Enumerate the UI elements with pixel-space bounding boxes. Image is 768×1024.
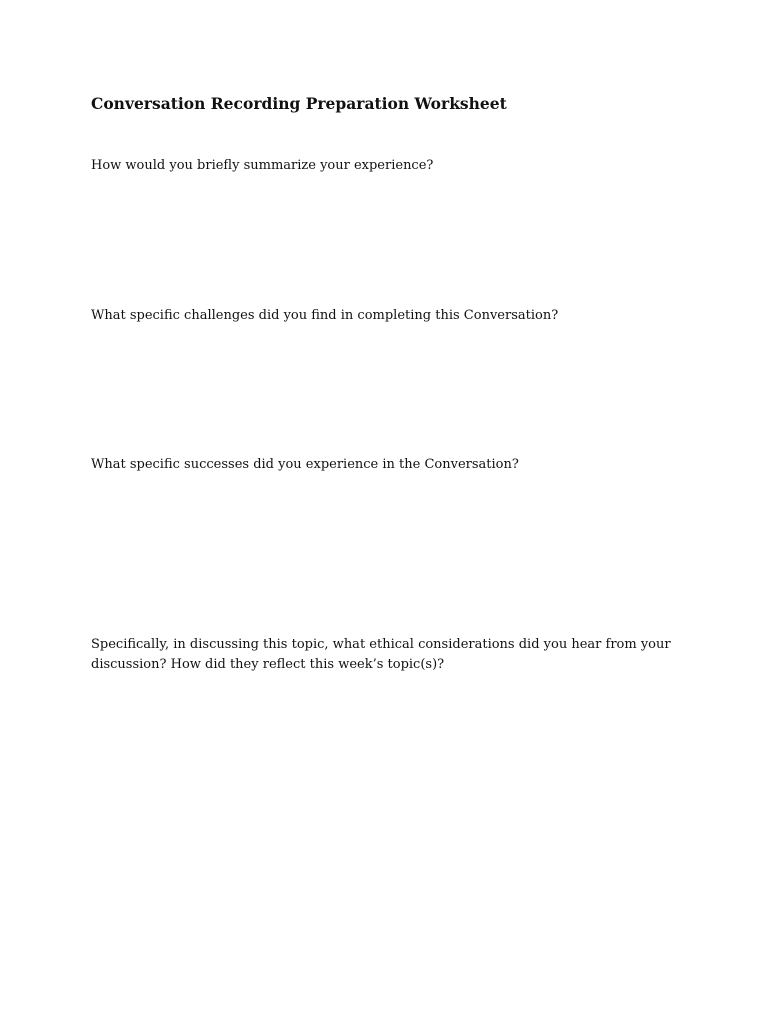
- question-ethical-considerations: Specifically, in discussing this topic, what ethical considerations did you hear from your discussion? How did they reflect this week’s topic(s)?: [91, 637, 671, 672]
- question-summary: How would you briefly summarize your experience?: [91, 158, 434, 173]
- worksheet-title: Conversation Recording Preparation Worksheet: [91, 94, 507, 113]
- question-challenges: What specific challenges did you find in completing this Conversation?: [91, 308, 559, 323]
- question-successes: What specific successes did you experience in the Conversation?: [91, 457, 519, 472]
